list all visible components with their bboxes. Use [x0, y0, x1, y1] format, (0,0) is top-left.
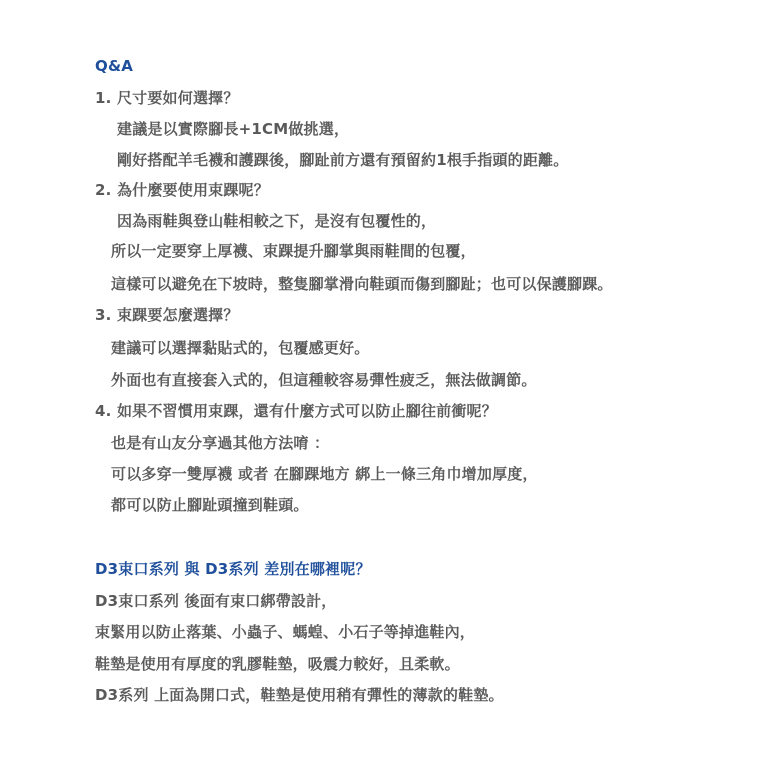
answer-2-line-3: 這樣可以避免在下坡時，整隻腳掌滑向鞋頭而傷到腳趾；也可以保護腳踝。	[111, 275, 613, 293]
question-4: 4. 如果不習慣用束踝，還有什麼方式可以防止腳往前衝呢？	[95, 402, 497, 420]
question-1: 1. 尺寸要如何選擇？	[95, 89, 239, 107]
answer-1-line-1: 建議是以實際腳長+1CM做挑選，	[117, 120, 350, 138]
answer-4-line-1: 也是有山友分享過其他方法唷 ：	[111, 434, 330, 452]
question-3: 3. 束踝要怎麼選擇？	[95, 306, 239, 324]
comparison-title: D3束口系列 與 D3系列 差別在哪裡呢？	[95, 560, 371, 578]
comparison-line-1: D3束口系列 後面有束口綁帶設計，	[95, 592, 337, 610]
answer-3-line-1: 建議可以選擇黏貼式的，包覆感更好。	[111, 339, 370, 357]
answer-4-line-2: 可以多穿一雙厚襪 或者 在腳踝地方 綁上一條三角巾增加厚度，	[111, 465, 538, 483]
comparison-line-3: 鞋墊是使用有厚度的乳膠鞋墊，吸震力較好，且柔軟。	[95, 655, 460, 673]
qa-title: Q&A	[95, 57, 134, 75]
answer-3-line-2: 外面也有直接套入式的，但這種較容易彈性疲乏，無法做調節。	[111, 371, 537, 389]
answer-4-line-3: 都可以防止腳趾頭撞到鞋頭。	[111, 496, 309, 514]
answer-1-line-2: 剛好搭配羊毛襪和護踝後，腳趾前方還有預留約1根手指頭的距離。	[117, 151, 569, 169]
answer-2-line-1: 因為雨鞋與登山鞋相較之下，是沒有包覆性的，	[117, 212, 437, 230]
comparison-line-4: D3系列 上面為開口式，鞋墊是使用稍有彈性的薄款的鞋墊。	[95, 686, 504, 704]
answer-2-line-2: 所以一定要穿上厚襪、束踝提升腳掌與雨鞋間的包覆，	[111, 242, 476, 260]
question-2: 2. 為什麼要使用束踝呢？	[95, 181, 269, 199]
comparison-line-2: 束緊用以防止落葉、小蟲子、螞蝗、小石子等掉進鞋內，	[95, 623, 476, 641]
